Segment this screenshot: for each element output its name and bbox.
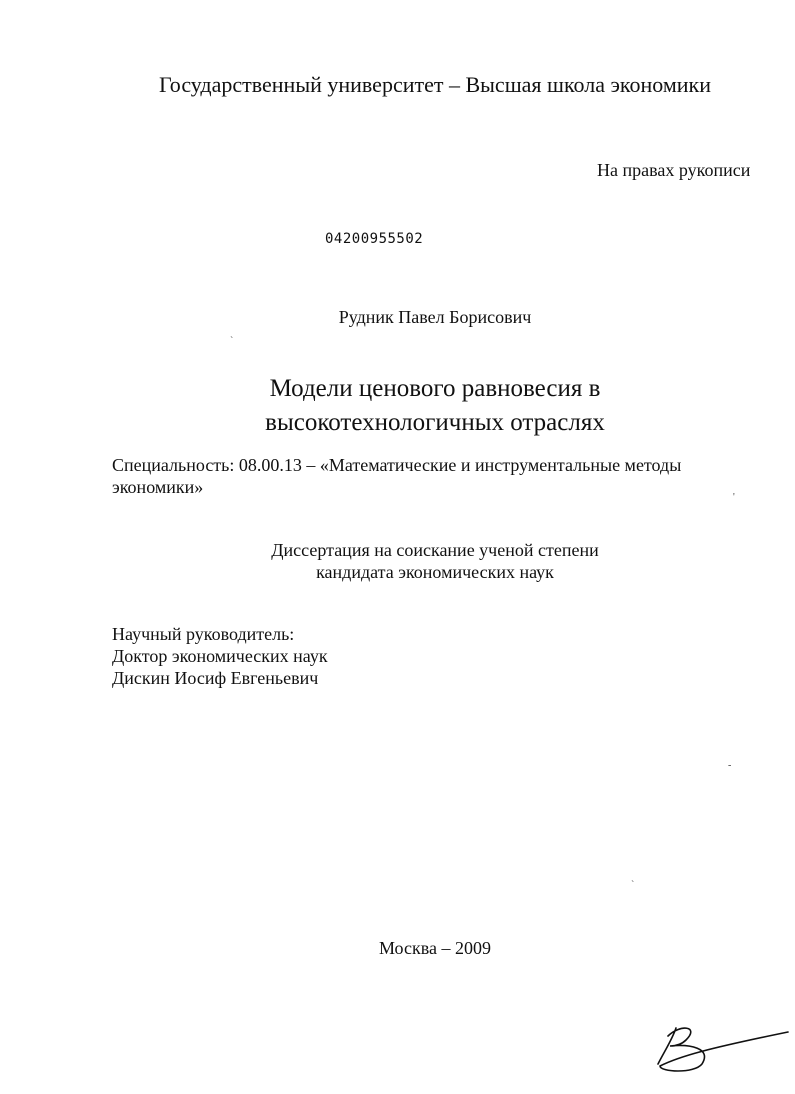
specialty: [112, 454, 732, 498]
university-name: Государственный университет – Высшая школа экономики: [158, 72, 712, 97]
rights-note: На правах рукописи: [597, 160, 751, 180]
scan-speck: ': [733, 492, 735, 503]
supervisor-block: [112, 623, 328, 689]
specialty-line-1: Специальность: 08.00.13 – «Математические и инструментальные методы: [112, 455, 682, 475]
degree-statement: [0, 539, 795, 583]
title-line-2: высокотехнологичных отраслях: [265, 409, 605, 436]
scan-speck: `: [631, 880, 635, 891]
supervisor-degree: Доктор экономических наук: [112, 646, 328, 666]
author-name: Рудник Павел Борисович: [338, 307, 532, 327]
degree-line-2: кандидата экономических наук: [316, 562, 554, 582]
dissertation-title: [0, 372, 795, 440]
specialty-line-2: экономики»: [112, 477, 204, 497]
supervisor-name: Дискин Иосиф Евгеньевич: [112, 668, 319, 688]
city-year: Москва – 2009: [379, 938, 491, 958]
catalog-code: 04200955502: [325, 231, 424, 247]
scan-speck: `: [230, 336, 234, 347]
title-line-1: Модели ценового равновесия в: [269, 375, 601, 402]
degree-line-1: Диссертация на соискание ученой степени: [271, 540, 599, 560]
signature-icon: [650, 1020, 790, 1080]
supervisor-label: Научный руководитель:: [112, 624, 295, 644]
scan-speck: -: [728, 760, 732, 771]
